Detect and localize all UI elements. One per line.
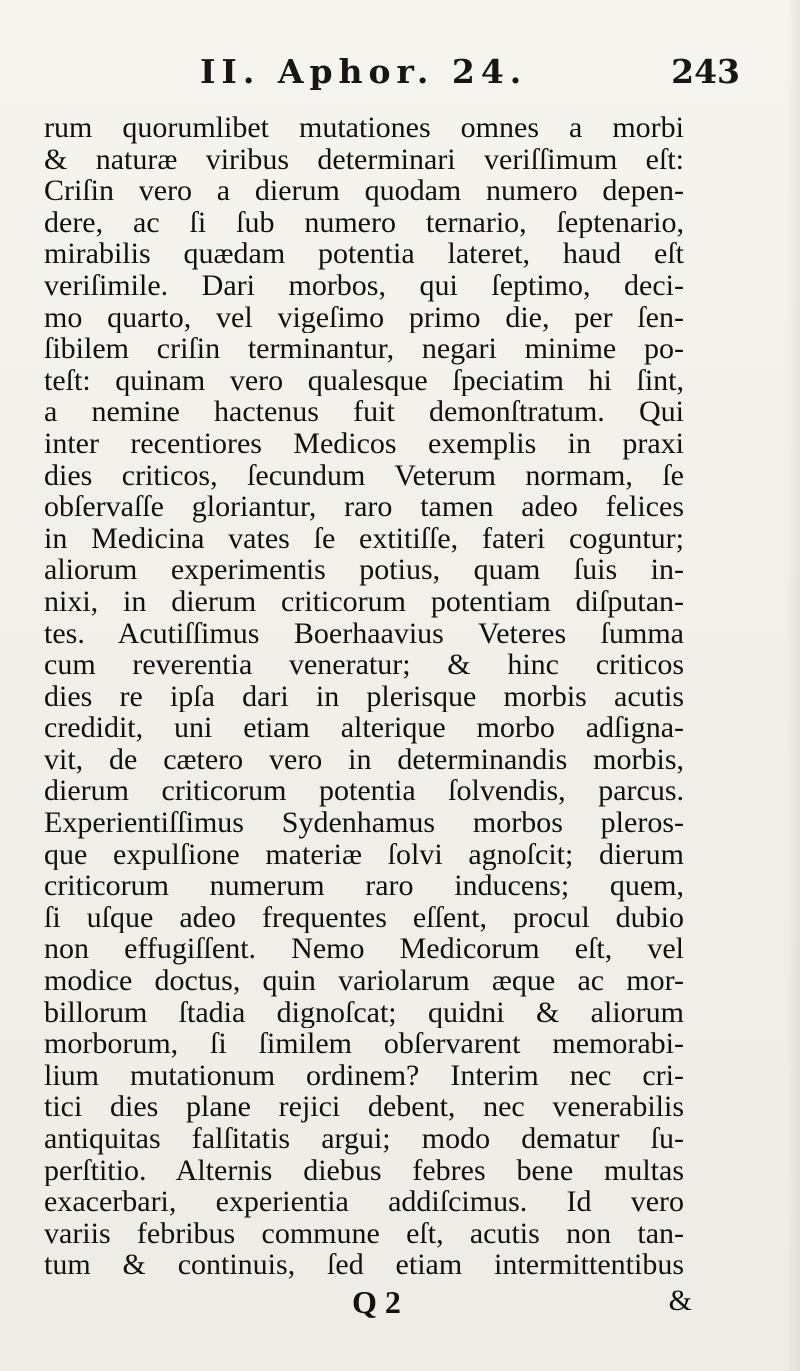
text-line: aliorum experimentis potius, quam ſuis in- (44, 554, 684, 586)
text-line: obſervaſſe gloriantur, raro tamen adeo felices (44, 491, 684, 523)
text-line: dierum criticorum potentia ſolvendis, parcus. (44, 775, 684, 808)
text-line: Experientiſſimus Sydenhamus morbos pleros- (44, 807, 684, 839)
text-line: perſtitio. Alternis diebus febres bene multas (44, 1154, 684, 1187)
page-edge-shadow (786, 0, 800, 1371)
text-line: lium mutationum ordinem? Interim nec cri- (44, 1059, 684, 1092)
text-line: tes. Acutiſſimus Boerhaavius Veteres ſumma (44, 617, 684, 650)
text-line: exacerbari, experientia addiſcimus. Id vero (44, 1186, 684, 1218)
text-line: rum quorumlibet mutationes omnes a morbi (44, 112, 684, 144)
text-line: non effugiſſent. Nemo Medicorum eſt, vel (44, 933, 684, 966)
text-line: variis febribus commune eſt, acutis non tan- (44, 1217, 684, 1250)
text-line: dies criticos, ſecundum Veterum normam, ſe (44, 459, 684, 492)
text-line: teſt: quinam vero qualesque ſpeciatim hi ſint, (44, 364, 684, 397)
text-line: dere, ac ſi ſub numero ternario, ſeptenario, (44, 206, 684, 239)
text-line: criticorum numerum raro inducens; quem, (44, 870, 684, 902)
text-line: mirabilis quædam potentia lateret, haud eſt (44, 238, 684, 270)
text-line: dies re ipſa dari in plerisque morbis acutis (44, 680, 684, 713)
text-line: billorum ſtadia dignoſcat; quidni & aliorum (44, 996, 684, 1029)
text-line: que expulſione materiæ ſolvi agnoſcit; dierum (44, 838, 684, 871)
text-line: tici dies plane rejici debent, nec venerabilis (44, 1091, 684, 1123)
text-line: credidit, uni etiam alterique morbo adſigna- (44, 712, 684, 744)
text-line: in Medicina vates ſe extitiſſe, fateri coguntur; (44, 522, 684, 555)
running-head-title: II. Aphor. 24. (200, 52, 528, 91)
text-line: mo quarto, vel vigeſimo primo die, per ſen- (44, 301, 684, 334)
running-head (40, 52, 740, 100)
text-line: nixi, in dierum criticorum potentiam diſputan- (44, 585, 684, 618)
text-line: ſi uſque adeo frequentes eſſent, procul dubio (44, 901, 684, 934)
text-line: morborum, ſi ſimilem obſervarent memorabi- (44, 1028, 684, 1060)
text-line: cum reverentia veneratur; & hinc criticos (44, 649, 684, 681)
body-text (44, 112, 684, 1281)
catchword: & (668, 1284, 692, 1317)
signature-mark: Q 2 (352, 1284, 401, 1320)
text-line: modice doctus, quin variolarum æque ac mor- (44, 965, 684, 997)
page-footer (40, 1284, 700, 1324)
text-line: a nemine hactenus fuit demonſtratum. Qui (44, 396, 684, 428)
text-line: Criſin vero a dierum quodam numero depen- (44, 175, 684, 207)
text-line: tum & continuis, ſed etiam intermittentibus (44, 1249, 684, 1281)
text-line: & naturæ viribus determinari veriſſimum eſt: (44, 143, 684, 176)
text-line: vit, de cætero vero in determinandis morbis, (44, 743, 684, 776)
page-number: 243 (671, 52, 740, 91)
text-line: antiquitas falſitatis argui; modo dematur ſu- (44, 1123, 684, 1155)
text-line: veriſimile. Dari morbos, qui ſeptimo, deci- (44, 269, 684, 302)
text-line: inter recentiores Medicos exemplis in praxi (44, 427, 684, 460)
text-line: ſibilem criſin terminantur, negari minime po- (44, 333, 684, 365)
